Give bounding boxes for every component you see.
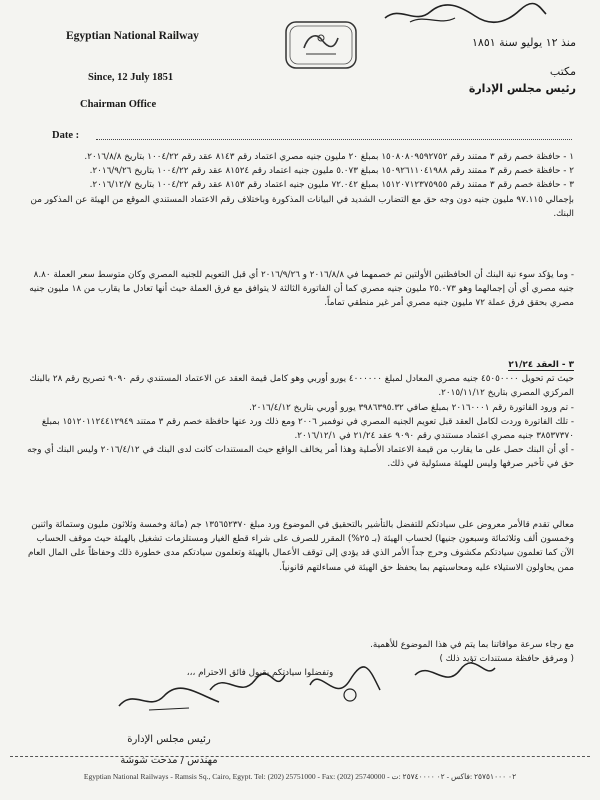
paragraph: - تم ورود الفاتورة رقم ٢٠١٦٠٠٠١ بمبلغ صافي ٣٩٨٦٣٩٥.٣٢ يورو أوربي بتاريخ ٢٠١٦/٤/١٢. [249, 402, 574, 413]
office-ar-1: مكتب [549, 65, 576, 78]
paragraph: معالي تقدم قالأمر معروض على سيادتكم للتفضل بالتأشير بالتحقيق في الموضوع ورد مبلغ ١٣٥٦٥٢٣٧٠ جم (مائة وخمسة وثلاثون مليون وستمائة واثنين وخمسون ألف وثلاثمائة وسبعون جنيها) لحساب الهيئة (بـ ٢٥%) المقرر للصرف على شراء قطع الغيار ومستلزمات تشغيل بالهيئة حيث موقف الحساب الآن كما تعلمون سيادتكم مكشوف وحرج جداً الأمر الذي قد يؤدي إلى توقف الأعمال بالهيئة وتعلمون سيادتكم مدى خطورة ذلك وحفاظاً على المال العام ممن يحاولون الاستيلاء عليه ومحاسبتهم بما يحفظ حق الهيئة في مساءلتهم قانونياً. [27, 520, 574, 573]
section-contract [26, 358, 574, 472]
paragraph: - أي أن البنك حصل على ما يقارب من قيمة الاعتماد الأصلية وهذا أمر يخالف الواقع حيث المستندات كانت لدى البنك في ٢٠١٦/٤/١٢ وليس البنك أي وجه حق في تأخير صرفها وليس للهيئة مسئولية في ذلك. [27, 445, 574, 470]
date-dotted-line [96, 139, 572, 140]
signer-name: مهندس / مدحت شوشة [120, 755, 218, 766]
footer-contact: Egyptian National Railways - Ramsis Sq., Cairo, Egypt. Tel: (202) 25751000 - Fax: (202) 25740000 - ٠٢ ٢٥٧٥١٠٠٠ :فاكس - ٠٢ ٢٥٧٤٠٠٠٠ :ت [83, 772, 517, 781]
paragraph: حيث تم تحويل ٤٥٠٥٠٠٠٠ جنيه مصري المعادل لمبلغ ٤٠٠٠٠٠٠ يورو أوربي وهو كامل قيمة العقد عن الاعتماد المستندي رقم ٩٠٩٠ تصريح رقم ٢٨ بالبنك المركزي المصري بتاريخ ٢٠١٥/١١/١٢. [29, 374, 574, 399]
paragraph: ٣ - حافظة خصم رقم ٣ ممتند رقم ١٥١٢٠٧١٢٣٧٥٩٥٥ بمبلغ ٧٢.٠٤٢ مليون جنيه اعتماد رقم ٨١٥٣ عقد رقم ١٠٠٤/٢٢ بتاريخ ٢٠١٦/١٢/٧. [89, 180, 574, 191]
paragraph: مع رجاء سرعة موافاتنا بما يتم في هذا الموضوع للأهمية. [370, 640, 574, 650]
railway-logo [276, 18, 366, 72]
section-heading: ٣ - العقد ٢١/٢٤ [508, 360, 574, 370]
since-en: Since, 12 July 1851 [88, 72, 174, 83]
chairman-signature [109, 682, 229, 716]
paragraph: بإجمالي ٩٧.١١٥ مليون جنيه دون وجه حق مع التضارب الشديد في البيانات المذكورة وباختلاف رقم الاعتماد المستندي الموقع من الهيئة عن المذكور من البنك. [30, 194, 574, 219]
org-name-en: Egyptian National Railway [66, 30, 199, 42]
since-ar: منذ ١٢ يوليو سنة ١٨٥١ [472, 36, 576, 49]
paragraph: ( ومرفق حافظة مستندات تؤيد ذلك ) [439, 654, 574, 665]
header-arabic [406, 34, 576, 97]
section-request [26, 518, 574, 575]
section-bank-intent [26, 268, 574, 311]
signer-block [34, 682, 304, 766]
office-en: Chairman Office [80, 99, 157, 110]
paragraph: ١ - حافظة خصم رقم ٣ ممتند رقم ١٥٠٨٠٨٠٩٥٩٢٧٥٢ بمبلغ ٢٠ مليون جنيه مصري اعتماد رقم ٨١٤٣ عقد رقم ١٠٠٤/٢٢ بتاريخ ٢٠١٦/٨/٨. [84, 152, 574, 162]
paragraph: - وما يؤكد سوء نية البنك أن الحافظتين الأولتين تم خصمهما في ٢٠١٦/٨/٨ و ٢٠١٦/٩/٢٦ أي قبل التعويم للجنيه المصري وكان متوسط سعر العملة ٨.٨٠ جنيه مصري أي أن إجمالهما وهو ٢٥.٠٧٣ مليون جنيه مصري كما أن الفاتورة الثالثة لا يتوافق مع فرق العملة حيث أنها تعادل ما يقارب من ١٨ مليون جنيه مصري بحقق فرق عملة ٧٢ مليون جنيه مصري أمر غير منطقي تماماً. [29, 270, 574, 309]
paragraph: - تلك الفاتورة وردت لكامل العقد قبل تعويم الجنيه المصري في نوفمبر ٢٠٠٦ ومع ذلك ورد عنها حافظة خصم رقم ٣ ممتند ١٥١٢٠١١٢٤٤١٢٩٤٩ بمبلغ ٣٨٥٣٧٣٧٠ جنيه مصري اعتماد مستندي رقم ٩٠٩٠ عقد ٢١/٢٤ في ٢٠١٦/١٢/١. [41, 416, 574, 442]
signer-title: رئيس مجلس الإدارة [127, 734, 211, 745]
closing-greeting: وتفضلوا سيادتكم بقبول فائق الاحترام ،،، [186, 668, 334, 679]
section-discount-list [26, 150, 574, 221]
handwritten-scribble [380, 0, 550, 30]
date-label: Date : [52, 130, 80, 141]
footer-divider [10, 756, 590, 757]
office-ar-2: رئيس مجلس الإدارة [468, 82, 576, 95]
paragraph: ٢ - حافظة خصم رقم ٣ ممتند رقم ١٥٠٩٢٦١١٠٤١٩٨٨ بمبلغ ٥.٠٧٣ مليون جنيه اعتماد رقم ٨١٥٢٤ عقد رقم ١٠٠٤/٢٢ بتاريخ ٢٠١٦/٩/٢٦. [89, 166, 574, 177]
header-english [66, 30, 246, 110]
